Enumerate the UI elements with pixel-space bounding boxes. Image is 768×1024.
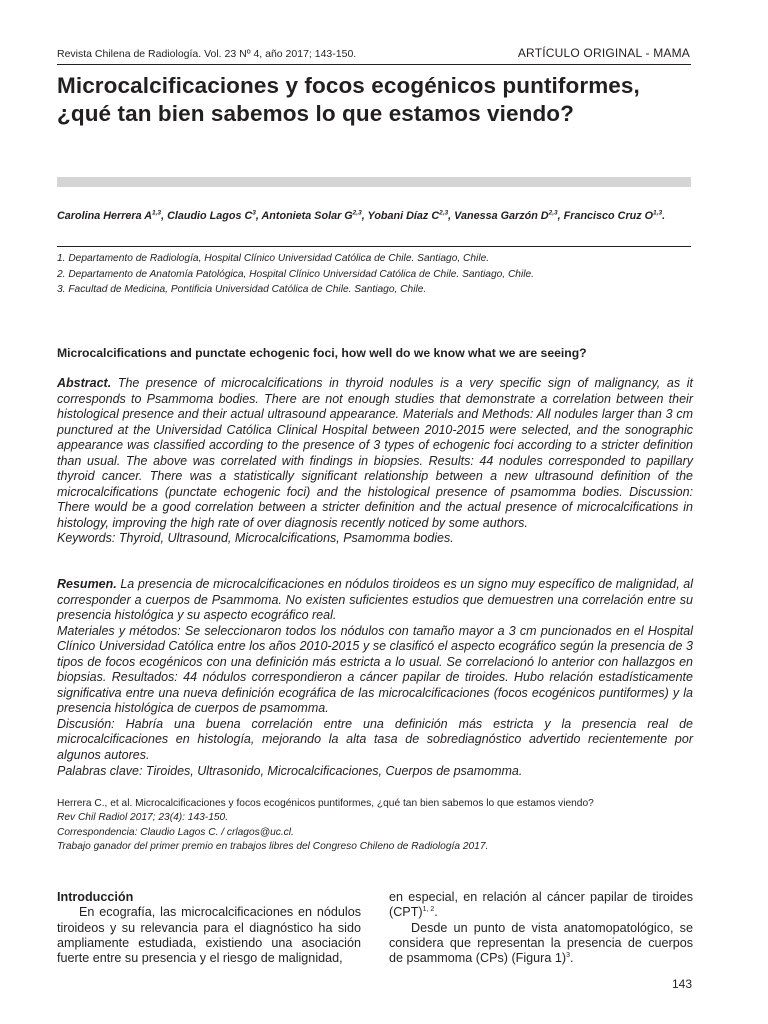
author-affiliation-sup: 3	[252, 209, 256, 217]
author-affiliation-sup: 2,3	[439, 209, 449, 217]
author-name: Vanessa Garzón D	[454, 210, 549, 222]
resumen-discussion: Discusión: Habría una buena correlación entre una definición más estricta y la presencia real de microcalcificaciones en histología, mejorando la alta tasa de sobrediagnóstico advertido recientemente por algunos autores.	[57, 716, 693, 763]
intro-paragraph-2	[389, 921, 693, 967]
body-column-right	[389, 890, 693, 966]
reference-sup: 3	[566, 952, 570, 959]
abstract-lead: Abstract.	[57, 376, 112, 390]
author-name: Antonieta Solar G	[261, 210, 353, 222]
author-list: Carolina Herrera A$^{1,3}$, Claudio Lagos $C^3$, Antonieta Solar G$^{2,3}$, Yobani Díaz C$^{2,3}$, Vanessa Garzón D$^{2,3}$, Francisco Cruz O$^{1,3}$.	[57, 209, 666, 222]
article-title	[57, 72, 693, 128]
affiliation-rule	[57, 246, 691, 247]
intro-text-end: .	[569, 951, 574, 966]
affiliation-item: 3. Facultad de Medicina, Pontificia Universidad Católica de Chile. Santiago, Chile.	[57, 284, 427, 295]
resumen-lead: Resumen.	[57, 577, 117, 591]
intro-heading: Introducción	[57, 890, 134, 904]
intro-paragraph: En ecografía, las microcalcificaciones en nódulos tiroideos y su relevancia para el diagnóstico ha sido ampliamente estudiada, existiendo una asociación fuerte entre su presencia y el riesgo de malignidad,	[57, 905, 361, 966]
correspondence: Correspondencia: Claudio Lagos C. / crlagos@uc.cl.	[57, 826, 294, 838]
author-name: Carolina Herrera A	[57, 210, 153, 222]
title-line-2: ¿qué tan bien sabemos lo que estamos viendo?	[57, 101, 574, 126]
resumen-keywords: Palabras clave: Tiroides, Ultrasonido, Microcalcificaciones, Cuerpos de psamomma.	[57, 763, 523, 778]
resumen-paragraph	[57, 577, 693, 779]
citation-block	[57, 797, 697, 854]
citation-reference: Herrera C., et al. Microcalcificaciones y focos ecogénicos puntiformes, ¿qué tan bien sabemos lo que estamos viendo?	[57, 798, 594, 809]
author-name: Claudio Lagos C	[167, 210, 253, 222]
affiliation-list	[57, 251, 697, 298]
resumen-body: La presencia de microcalcificaciones en nódulos tiroideos es un signo muy específico de malignidad, al corresponder a cuerpos de Psammoma. No existen suficientes estudios que demuestren una correlación entre su presencia histológica y su aspecto ecográfico real.	[57, 577, 694, 623]
journal-reference: Revista Chilena de Radiología. Vol. 23 Nº 4, año 2017; 143-150.	[57, 48, 357, 60]
intro-text-end: .	[434, 905, 438, 920]
english-title: Microcalcifications and punctate echogenic foci, how well do we know what we are seeing?	[57, 346, 587, 360]
abstract-paragraph	[57, 376, 693, 547]
author-affiliation-sup: 1,3	[152, 209, 162, 217]
intro-paragraph-continued	[389, 890, 693, 921]
author-affiliation-sup: 2,3	[352, 209, 362, 217]
resumen-methods: Materiales y métodos: Se seleccionaron todos los nódulos con tamaño mayor a 3 cm puncionados en el Hospital Clínico Universidad Católica entre los años 2010-2015 y se clasificó el aspecto ecográfico según la presencia de 3 tipos de focos ecogénicos con una definición más estricta a lo usual. Se correlacionó lo anterior con hallazgos en biopsias. Resultados: 44 nódulos correspondieron a cáncer papilar de tiroides. Hubo relación estadísticamente significativa entre una nueva definición ecográfica de las microcalcificaciones (focos ecogénicos puntiformes) y la presencia histológica de cuerpos de psamomma.	[57, 623, 693, 716]
body-column-left	[57, 890, 361, 966]
section-tag: ARTÍCULO ORIGINAL - MAMA	[517, 46, 690, 60]
award-note: Trabajo ganador del primer premio en trabajos libres del Congreso Chileno de Radiología 2017.	[57, 840, 489, 852]
author-affiliation-sup: 1,3	[653, 209, 663, 217]
affiliation-item: 1. Departamento de Radiología, Hospital Clínico Universidad Católica de Chile. Santiago, Chile.	[57, 253, 490, 264]
citation-journal: Rev Chil Radiol 2017; 23(4): 143-150.	[57, 812, 229, 824]
intro-text: Desde un punto de vista anatomopatológico, se considera que representan la presencia de cuerpos de psammoma (CPs) (Figura 1)	[389, 920, 693, 966]
author-name: Yobani Díaz C	[367, 210, 440, 222]
abstract-body: The presence of microcalcifications in thyroid nodules is a very specific sign of malignancy, as it corresponds to Psammoma bodies. There are not enough studies that demonstrate a correlation between their histological presence and their actual ultrasound appearance. Materials and Methods: All nodules larger than 3 cm punctured at the Universidad Católica Clinical Hospital between 2010-2015 were selected, and the sonographic appearance was classified according to the presence of 3 types of echogenic foci according to a stricter definition than usual. The above was correlated with findings in biopsies. Results: 44 nodules corresponded to papillary thyroid cancer. There was a statistically significant relationship between a new ultrasound definition of the microcalcifications (punctate echogenic foci) and the histological presence of psamomma bodies. Discussion: There would be a good correlation between a stricter definition and the actual presence of microcalcifications in histology, improving the high rate of over diagnosis recently noticed by some authors.	[57, 376, 693, 530]
title-line-1: Microcalcificaciones y focos ecogénicos puntiformes,	[57, 73, 640, 98]
page-number: 143	[671, 977, 692, 991]
header-rule	[57, 64, 691, 65]
reference-sup: 1, 2	[422, 906, 435, 914]
affiliation-item: 2. Departamento de Anatomía Patológica, Hospital Clínico Universidad Católica de Chile. Santiago, Chile.	[57, 268, 534, 280]
title-divider-bar	[57, 177, 691, 187]
author-name: Francisco Cruz O	[563, 210, 654, 222]
abstract-keywords: Keywords: Thyroid, Ultrasound, Microcalcifications, Psamomma bodies.	[57, 531, 454, 546]
intro-text: en especial, en relación al cáncer papilar de tiroides (CPT)	[389, 890, 693, 920]
author-affiliation-sup: 2,3	[548, 209, 558, 217]
